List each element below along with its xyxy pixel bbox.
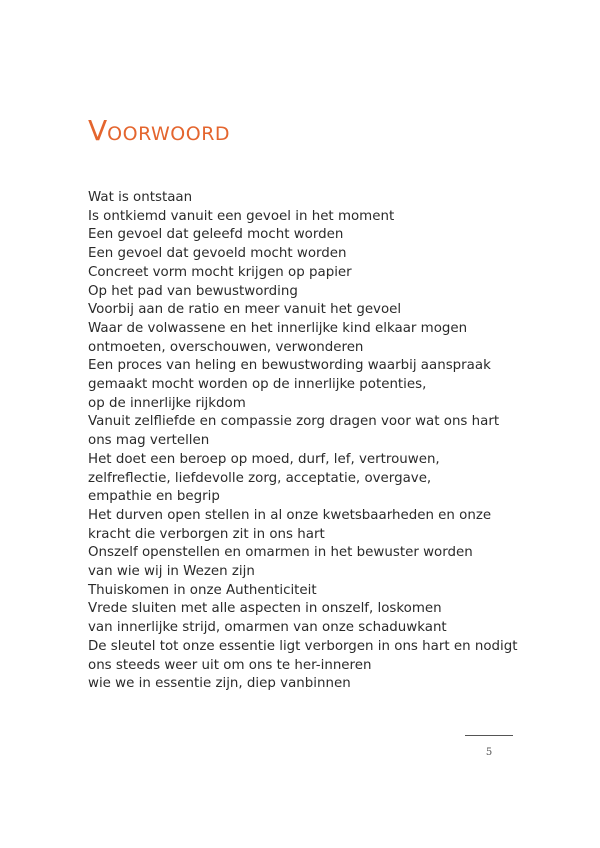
page-title-rest: OORWOORD	[107, 123, 231, 145]
text-line: Het durven open stellen in al onze kwetsbaarheden en onze	[88, 507, 492, 523]
text-line: Een proces van heling en bewustwording waarbij aanspraak	[88, 358, 491, 374]
text-line: ons steeds weer uit om ons te her-inneren	[88, 657, 372, 673]
text-line: Een gevoel dat gevoeld mocht worden	[88, 246, 347, 262]
text-line: empathie en begrip	[88, 489, 220, 505]
text-line: gemaakt mocht worden op de innerlijke potenties,	[88, 377, 427, 393]
text-line: ontmoeten, overschouwen, verwonderen	[88, 339, 364, 355]
text-line: Onszelf openstellen en omarmen in het bewuster worden	[88, 545, 473, 561]
text-line: Een gevoel dat geleefd mocht worden	[88, 227, 344, 243]
text-line: ons mag vertellen	[88, 433, 210, 449]
text-line: Wat is ontstaan	[88, 190, 193, 205]
text-line: van wie wij in Wezen zijn	[88, 564, 255, 580]
text-line: kracht die verborgen zit in ons hart	[88, 526, 325, 542]
footer-rule	[465, 735, 513, 736]
poem-text	[88, 189, 518, 694]
page-title	[88, 116, 230, 149]
page-title-initial: V	[88, 114, 108, 147]
page-number: 5	[485, 747, 493, 758]
text-line: Thuiskomen in onze Authenticiteit	[88, 582, 317, 598]
text-line: Concreet vorm mocht krijgen op papier	[88, 264, 352, 280]
text-line: zelfreflectie, liefdevolle zorg, acceptatie, overgave,	[88, 470, 432, 486]
text-line: Op het pad van bewustwording	[88, 283, 298, 299]
text-line: van innerlijke strijd, omarmen van onze schaduwkant	[88, 620, 447, 636]
text-line: Voorbij aan de ratio en meer vanuit het gevoel	[88, 302, 402, 318]
text-line: op de innerlijke rijkdom	[88, 395, 246, 411]
text-line: wie we in essentie zijn, diep vanbinnen	[88, 676, 351, 692]
text-line: Vanuit zelfliefde en compassie zorg dragen voor wat ons hart	[88, 414, 500, 430]
text-line: De sleutel tot onze essentie ligt verborgen in ons hart en nodigt	[88, 638, 518, 654]
text-line: Vrede sluiten met alle aspecten in onszelf, loskomen	[88, 601, 442, 617]
text-line: Is ontkiemd vanuit een gevoel in het moment	[88, 208, 395, 224]
text-line: Het doet een beroep op moed, durf, lef, vertrouwen,	[88, 451, 440, 467]
text-line: Waar de volwassene en het innerlijke kind elkaar mogen	[88, 320, 468, 336]
